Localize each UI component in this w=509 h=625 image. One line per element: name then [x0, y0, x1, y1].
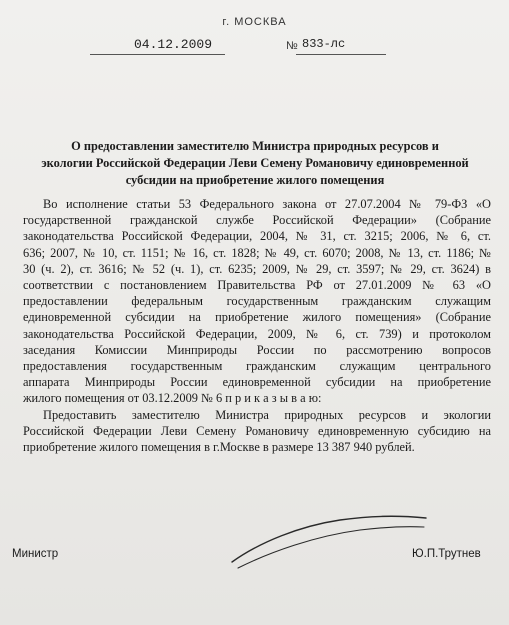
date-underline: [90, 54, 225, 55]
title-line: субсидии на приобретение жилого помещения: [125, 173, 385, 187]
order-date: 04.12.2009: [134, 37, 213, 52]
number-sign: №: [286, 40, 298, 52]
body-line: единовременной субсидии на приобретение жилого помещения» (Собрание: [23, 310, 491, 325]
body-line: законодательства Российской Федерации, 2009, № 6, ст. 739) и протоколом: [23, 326, 491, 341]
handwritten-signature: [230, 512, 430, 570]
body-line: аппарата Минприроды России единовременной субсидии на приобретение: [23, 375, 491, 390]
position-label: Министр: [12, 548, 59, 560]
order-body: [23, 196, 491, 455]
city-heading: г. МОСКВА: [222, 16, 287, 28]
body-line: предоставлении федеральным государственным гражданским служащим: [23, 294, 491, 309]
body-line: предоставления государственным гражданским служащим центрального: [23, 359, 491, 374]
body-line: соответствии с постановлением Правительства РФ от 27.01.2009 № 63 «О: [23, 278, 491, 293]
body-line: Российской Федерации Леви Семену Романовичу единовременную субсидию на: [23, 423, 491, 438]
body-line: государственной гражданской службе Российской Федерации» (Собрание: [23, 213, 491, 228]
order-title: [25, 138, 485, 189]
order-number: 833-лс: [302, 37, 346, 51]
body-line: заседания Комиссии Минприроды России по рассмотрению вопросов: [23, 342, 491, 357]
body-line: приобретение жилого помещения в г.Москве в размере 13 387 940 рублей.: [23, 440, 415, 455]
signer-name: Ю.П.Трутнев: [412, 548, 481, 560]
number-underline: [296, 54, 386, 55]
body-line: 30 (ч. 2), ст. 3616; № 52 (ч. 1), ст. 6235; 2009, № 29, ст. 3597; № 29, ст. 3624) в: [23, 261, 491, 276]
body-line: 636; 2007, № 10, ст. 1151; № 16, ст. 1828; № 49, ст. 6070; 2008, № 13, ст. 1186; №: [23, 245, 491, 260]
title-line: О предоставлении заместителю Министра природных ресурсов и: [71, 139, 439, 153]
body-line: Предоставить заместителю Министра природных ресурсов и экологии: [43, 407, 491, 422]
body-line: Во исполнение статьи 53 Федерального закона от 27.07.2004 № 79-ФЗ «О: [43, 197, 491, 211]
body-line: жилого помещения от 03.12.2009 № 6 п р и к а з ы в а ю:: [23, 391, 322, 406]
body-line: законодательства Российской Федерации, 2004, № 31, ст. 3215; 2006, № 6, ст.: [23, 229, 491, 244]
title-line: экологии Российской Федерации Леви Семену Романовичу единовременной: [41, 156, 469, 170]
